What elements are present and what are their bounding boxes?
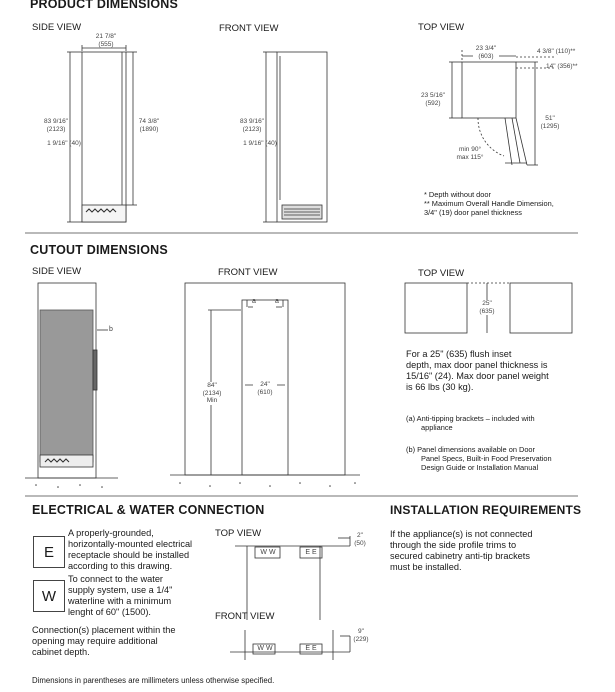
- water-w-text: To connect to the water supply system, use a 1/4" waterline with a minimum lenght of 60" (1500).: [68, 574, 173, 617]
- top-view-water-box: W W: [260, 549, 276, 556]
- cutout-note-b: (b) Panel dimensions available on Door Panel Specs, Built-in Food Preservation Design Guide or Installation Manual: [406, 445, 552, 473]
- top-door-angle: min 90° max 115°: [456, 146, 484, 161]
- electrical-front-dim: 9" (229): [353, 628, 369, 643]
- product-front-view-label: FRONT VIEW: [219, 23, 279, 34]
- top-handle-dim: 4 3/8" (110)**: [537, 48, 576, 55]
- front-height-dim: 83 9/16" (2123): [240, 118, 264, 133]
- front-a-label-left: a: [252, 298, 256, 305]
- top-swing-dim: 51" (1295): [540, 115, 560, 130]
- top-panel-dim: 14" (356)**: [546, 63, 578, 70]
- electrical-top-dim: 2" (50): [354, 532, 366, 547]
- cutout-height-dim: 84" (2134) Min: [199, 382, 225, 405]
- top-view-fridge-outline: [462, 62, 516, 118]
- front-view-electrical-box: E E: [305, 645, 317, 652]
- installation-text: If the appliance(s) is not connected through the side profile trims to secured cabinetry anti-tip brackets must be installed.: [390, 529, 533, 572]
- side-view-fridge-outline: [82, 52, 126, 222]
- cutout-note-a: (a) Anti-tipping brackets – included with appliance: [406, 414, 535, 433]
- cutout-top-view-label: TOP VIEW: [418, 268, 465, 279]
- electrical-e-text: A properly-grounded, horizontally-mounted electrical receptacle should be installed according to this drawing.: [68, 528, 193, 571]
- top-view-electrical-box: E E: [305, 549, 317, 556]
- front-a-label-right: a: [275, 298, 279, 305]
- connection-placement-text: Connection(s) placement within the opening may require additional cabinet depth.: [32, 625, 176, 657]
- product-notes: * Depth without door ** Maximum Overall Handle Dimension, 3/4" (19) door panel thickness: [424, 190, 554, 218]
- footer-note: Dimensions in parentheses are millimeters unless otherwise specified.: [32, 676, 275, 685]
- front-view-fridge-outline: [277, 52, 327, 222]
- front-base-dim: 1 9/16" (40): [243, 140, 277, 147]
- cutout-paragraph: For a 25" (635) flush inset depth, max door panel thickness is 15/16" (24). Max door panel weight is 66 lbs (30 kg).: [406, 349, 549, 392]
- side-b-label: b: [109, 326, 113, 333]
- side-width-dim: 21 7/8" (555): [95, 33, 117, 48]
- cutout-width-dim: 24" (610): [253, 381, 277, 396]
- installation-heading: INSTALLATION REQUIREMENTS: [390, 503, 582, 517]
- cutout-dimensions-heading: CUTOUT DIMENSIONS: [30, 243, 168, 257]
- cutout-side-view-label: SIDE VIEW: [32, 266, 82, 277]
- side-height-dim: 83 9/16" (2123): [44, 118, 68, 133]
- product-dimensions-heading: PRODUCT DIMENSIONS: [30, 0, 179, 11]
- water-w-icon: W: [33, 580, 65, 612]
- electrical-front-view-label: FRONT VIEW: [215, 611, 275, 622]
- cutout-top-depth-dim: 25" (635): [474, 300, 500, 315]
- product-side-view-label: SIDE VIEW: [32, 22, 82, 33]
- product-top-view-label: TOP VIEW: [418, 22, 465, 33]
- electrical-top-view-label: TOP VIEW: [215, 528, 262, 539]
- electrical-e-icon: E: [33, 536, 65, 568]
- top-depth-dim: 23 3/4" (603): [473, 45, 499, 60]
- cutout-front-opening: [185, 283, 345, 475]
- top-depth2-dim: 23 5/16" (592): [418, 92, 448, 107]
- side-inner-height-dim: 74 3/8" (1890): [136, 118, 162, 133]
- electrical-heading: ELECTRICAL & WATER CONNECTION: [32, 503, 265, 517]
- front-view-water-box: W W: [257, 645, 273, 652]
- side-base-dim: 1 9/16" (40): [47, 140, 81, 147]
- cutout-front-view-label: FRONT VIEW: [218, 267, 278, 278]
